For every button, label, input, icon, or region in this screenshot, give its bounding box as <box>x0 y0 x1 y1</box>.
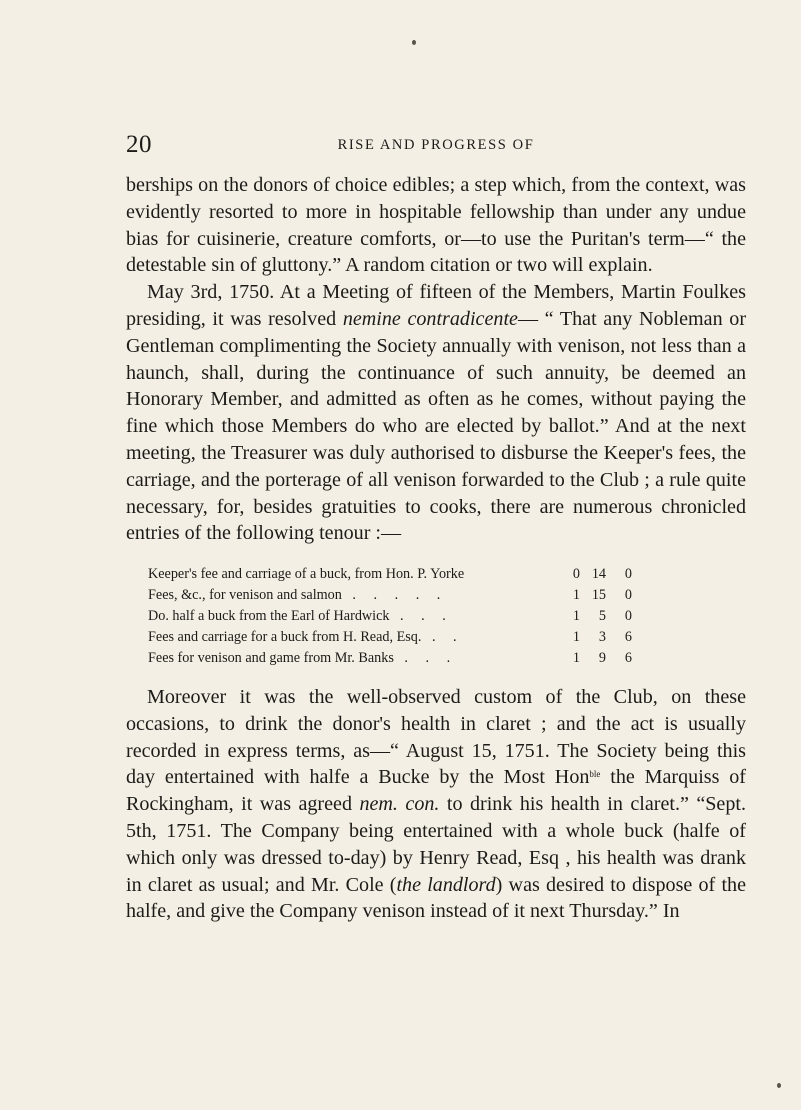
ledger-pounds: 1 <box>572 587 580 603</box>
ledger-pence: 6 <box>624 650 632 666</box>
ledger-description-text: Do. half a buck from the Earl of Hardwick <box>148 608 390 624</box>
ledger-shillings: 9 <box>598 650 606 666</box>
paragraph-part: Moreover it was the well-observed custom of the Club, on these occasions, to drink the donor's health in claret ; and the act is usually recorded in express terms, as—“ August 15, 1751. The Society being this day entertained with halfe a Bucke by the Most Hon <box>126 686 746 789</box>
paragraph-part: ) was desired to dispose of the halfe, and give the Company venison instead of it next Thursday.” In <box>126 873 746 923</box>
ledger-dot-leader: . . . <box>393 650 458 666</box>
ledger-pence: 0 <box>624 566 632 582</box>
ledger-row <box>148 564 632 585</box>
ledger-row <box>148 606 632 627</box>
paragraph-continuation: berships on the donors of choice edibles; a step which, from the context, was evidently resorted to more in hospitable fellowship than under any undue bias for cuisinerie, creature comforts, or—to use the Puritan's term—“ the detestable sin of gluttony.” A random citation or two will explain. <box>126 174 746 277</box>
paragraph-resolution <box>126 279 746 547</box>
page-number: 20 <box>126 131 152 158</box>
latin-phrase: nemine contradicente <box>342 307 518 330</box>
paragraph-lead: May 3rd, 1750. At a Meeting of fifteen of the Members, Martin Foulkes presiding, it was resolved <box>126 281 746 330</box>
ledger-description-text: Keeper's fee and carriage of a buck, from Hon. P. Yorke <box>148 566 465 582</box>
ledger-description-text: Fees and carriage for a buck from H. Read, Esq. <box>148 629 422 645</box>
ledger-description <box>148 648 588 669</box>
ledger-description <box>148 627 588 648</box>
running-head <box>126 132 746 158</box>
ledger-row <box>148 648 632 669</box>
fees-ledger <box>148 564 632 669</box>
ledger-dot-leader: . . <box>421 629 464 645</box>
ledger-dot-leader: . . . <box>389 608 453 624</box>
ledger-pence: 6 <box>624 629 632 645</box>
paragraph-custom <box>126 684 746 925</box>
ledger-pence: 0 <box>624 587 632 603</box>
body-text-lower <box>126 684 746 925</box>
ledger-description <box>148 606 588 627</box>
superscript-ble: ble <box>589 769 601 780</box>
ledger-pence: 0 <box>624 608 632 624</box>
paragraph-part: the Marquiss of Rockingham, it was agreed <box>126 766 746 816</box>
ledger-description <box>148 564 588 585</box>
ledger-pounds: 1 <box>572 650 580 666</box>
ledger-pounds: 1 <box>572 608 580 624</box>
ledger-description <box>148 585 588 606</box>
ledger-row <box>148 585 632 606</box>
ledger-description-text: Fees for venison and game from Mr. Banks <box>148 650 394 666</box>
ledger-description-text: Fees, &c., for venison and salmon <box>148 587 342 603</box>
ledger-shillings: 15 <box>591 587 606 603</box>
running-title: RISE AND PROGRESS OF <box>337 137 535 153</box>
print-speck <box>412 40 416 45</box>
ledger-shillings: 5 <box>598 608 606 624</box>
landlord-note: the landlord <box>396 873 496 896</box>
ledger-row <box>148 627 632 648</box>
paragraph-part: to drink his health in claret.” “Sept. 5th, 1751. The Company being entertained with a whole buck (halfe of which only was dressed to-day) by Henry Read, Esq , his health was drank in claret as usual; and Mr. Cole ( <box>126 793 746 896</box>
ledger-pounds: 1 <box>572 629 580 645</box>
ledger-dot-leader: . . . . . <box>341 587 448 603</box>
paragraph-rest: — “ That any Nobleman or Gentleman complimenting the Society annually with venison, not less than a haunch, shall, during the continuance of such annuity, be deemed an Honorary Member, and admitted as often as he comes, without paying the fine which those Members do who are elected by ballot.” And at the next meeting, the Treasurer was duly authorised to disburse the Keeper's fees, the carriage, and the porterage of all venison forwarded to the Club ; a rule quite necessary, for, besides gratuities to cooks, there are numerous chronicled entries of the following tenour :— <box>126 307 747 545</box>
print-speck <box>777 1083 781 1088</box>
ledger-shillings: 3 <box>598 629 606 645</box>
ledger-shillings: 14 <box>591 566 606 582</box>
ledger-pounds: 0 <box>572 566 580 582</box>
body-text-upper <box>126 172 746 547</box>
latin-abbreviation: nem. con. <box>359 793 440 816</box>
